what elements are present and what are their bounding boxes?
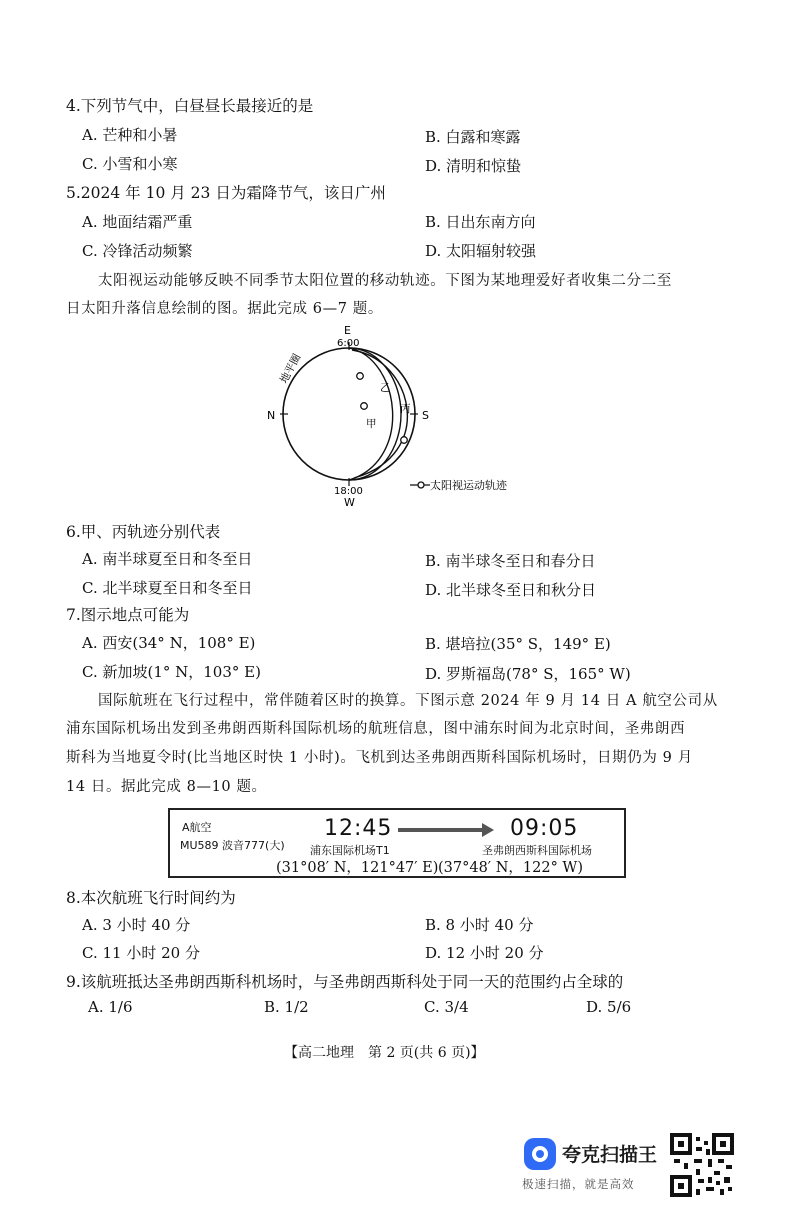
label-s: S [422, 409, 429, 422]
label-horizon: 地平圈 [278, 351, 304, 386]
legend-label: 太阳视运动轨迹 [430, 479, 507, 492]
label-e: E [344, 324, 351, 337]
question-4-option-b[interactable]: B. 白露和寒露 [425, 128, 521, 146]
watermark-brand: 夸克扫描王 [562, 1144, 658, 1166]
label-18-00: 18:00 [334, 486, 363, 497]
airline-name: A航空 [182, 821, 212, 834]
question-5-option-b[interactable]: B. 日出东南方向 [425, 213, 536, 231]
question-7-stem: 7.图示地点可能为 [66, 606, 190, 624]
question-4-option-d[interactable]: D. 清明和惊蛰 [425, 157, 522, 175]
question-4-option-c[interactable]: C. 小雪和小寒 [82, 155, 178, 173]
flight-arrow-shaft [398, 828, 484, 832]
question-4-option-a[interactable]: A. 芒种和小暑 [82, 126, 178, 144]
arrival-coordinates: (37°48′ N，122° W) [438, 860, 583, 876]
arrival-airport: 圣弗朗西斯科国际机场 [482, 844, 592, 857]
question-8-option-d[interactable]: D. 12 小时 20 分 [425, 944, 544, 962]
question-9-option-c[interactable]: C. 3/4 [424, 998, 469, 1016]
label-yi: 乙 [380, 382, 391, 394]
label-6-00: 6:00 [337, 338, 360, 349]
departure-coordinates: (31°08′ N，121°47′ E) [276, 860, 439, 876]
flight-info-box [168, 808, 626, 878]
question-7-option-c[interactable]: C. 新加坡(1° N，103° E) [82, 663, 261, 681]
question-6-option-c[interactable]: C. 北半球夏至日和冬至日 [82, 579, 253, 597]
intro-8-10-line-2: 浦东国际机场出发到圣弗朗西斯科国际机场的航班信息，图中浦东时间为北京时间，圣弗朗西 [66, 721, 686, 737]
label-bing: 丙 [400, 403, 411, 415]
flight-arrow-head [482, 823, 494, 837]
label-jia: 甲 [366, 418, 377, 430]
question-5-stem: 5.2024 年 10 月 23 日为霜降节气，该日广州 [66, 184, 386, 202]
qr-code-icon [670, 1133, 734, 1197]
question-5-option-c[interactable]: C. 冷锋活动频繁 [82, 242, 193, 260]
question-6-option-d[interactable]: D. 北半球冬至日和秋分日 [425, 581, 597, 599]
sun-marker-bing [401, 437, 408, 444]
question-8-stem: 8.本次航班飞行时间约为 [66, 889, 236, 907]
watermark-slogan: 极速扫描，就是高效 [522, 1177, 635, 1191]
question-7-option-b[interactable]: B. 堪培拉(35° S，149° E) [425, 635, 611, 653]
departure-airport: 浦东国际机场T1 [310, 844, 390, 857]
flight-number: MU589 波音777(大) [180, 839, 285, 852]
question-9-stem: 9.该航班抵达圣弗朗西斯科机场时，与圣弗朗西斯科处于同一天的范围约占全球的 [66, 973, 624, 991]
intro-6-7-line-2: 日太阳升落信息绘制的图。据此完成 6—7 题。 [66, 301, 383, 317]
label-w: W [344, 496, 355, 509]
sun-path-diagram [250, 320, 550, 512]
sun-marker-jia [357, 373, 364, 380]
question-5-option-a[interactable]: A. 地面结霜严重 [82, 213, 193, 231]
intro-8-10-line-1: 国际航班在飞行过程中，常伴随着区时的换算。下图示意 2024 年 9 月 14 日 A 航空公司从 [98, 693, 718, 709]
question-4-stem: 4.下列节气中，白昼昼长最接近的是 [66, 97, 314, 115]
legend-marker [418, 482, 424, 488]
intro-8-10-line-4: 14 日。据此完成 8—10 题。 [66, 779, 267, 795]
intro-8-10-line-3: 斯科为当地夏令时(比当地区时快 1 小时)。飞机到达圣弗朗西斯科国际机场时，日期仍为 9 月 [66, 750, 693, 766]
question-7-option-a[interactable]: A. 西安(34° N，108° E) [82, 634, 256, 652]
question-6-stem: 6.甲、丙轨迹分别代表 [66, 523, 221, 541]
departure-time: 12:45 [324, 816, 393, 841]
arrival-time: 09:05 [510, 816, 579, 841]
horizon-circle [283, 348, 415, 480]
question-5-option-d[interactable]: D. 太阳辐射较强 [425, 242, 537, 260]
page-footer: 【高二地理 第 2 页(共 6 页)】 [284, 1045, 485, 1061]
question-8-option-c[interactable]: C. 11 小时 20 分 [82, 944, 200, 962]
question-8-option-b[interactable]: B. 8 小时 40 分 [425, 916, 534, 934]
question-6-option-b[interactable]: B. 南半球冬至日和春分日 [425, 552, 596, 570]
question-7-option-d[interactable]: D. 罗斯福岛(78° S，165° W) [425, 665, 631, 683]
label-n: N [267, 409, 276, 422]
intro-6-7-line-1: 太阳视运动能够反映不同季节太阳位置的移动轨迹。下图为某地理爱好者收集二分二至 [98, 273, 672, 289]
question-9-option-b[interactable]: B. 1/2 [264, 998, 309, 1016]
question-8-option-a[interactable]: A. 3 小时 40 分 [82, 916, 191, 934]
question-9-option-a[interactable]: A. 1/6 [88, 998, 133, 1016]
question-9-option-d[interactable]: D. 5/6 [586, 998, 632, 1016]
question-6-option-a[interactable]: A. 南半球夏至日和冬至日 [82, 550, 253, 568]
sun-marker-yi [361, 403, 368, 410]
scanner-logo-icon [524, 1138, 556, 1170]
